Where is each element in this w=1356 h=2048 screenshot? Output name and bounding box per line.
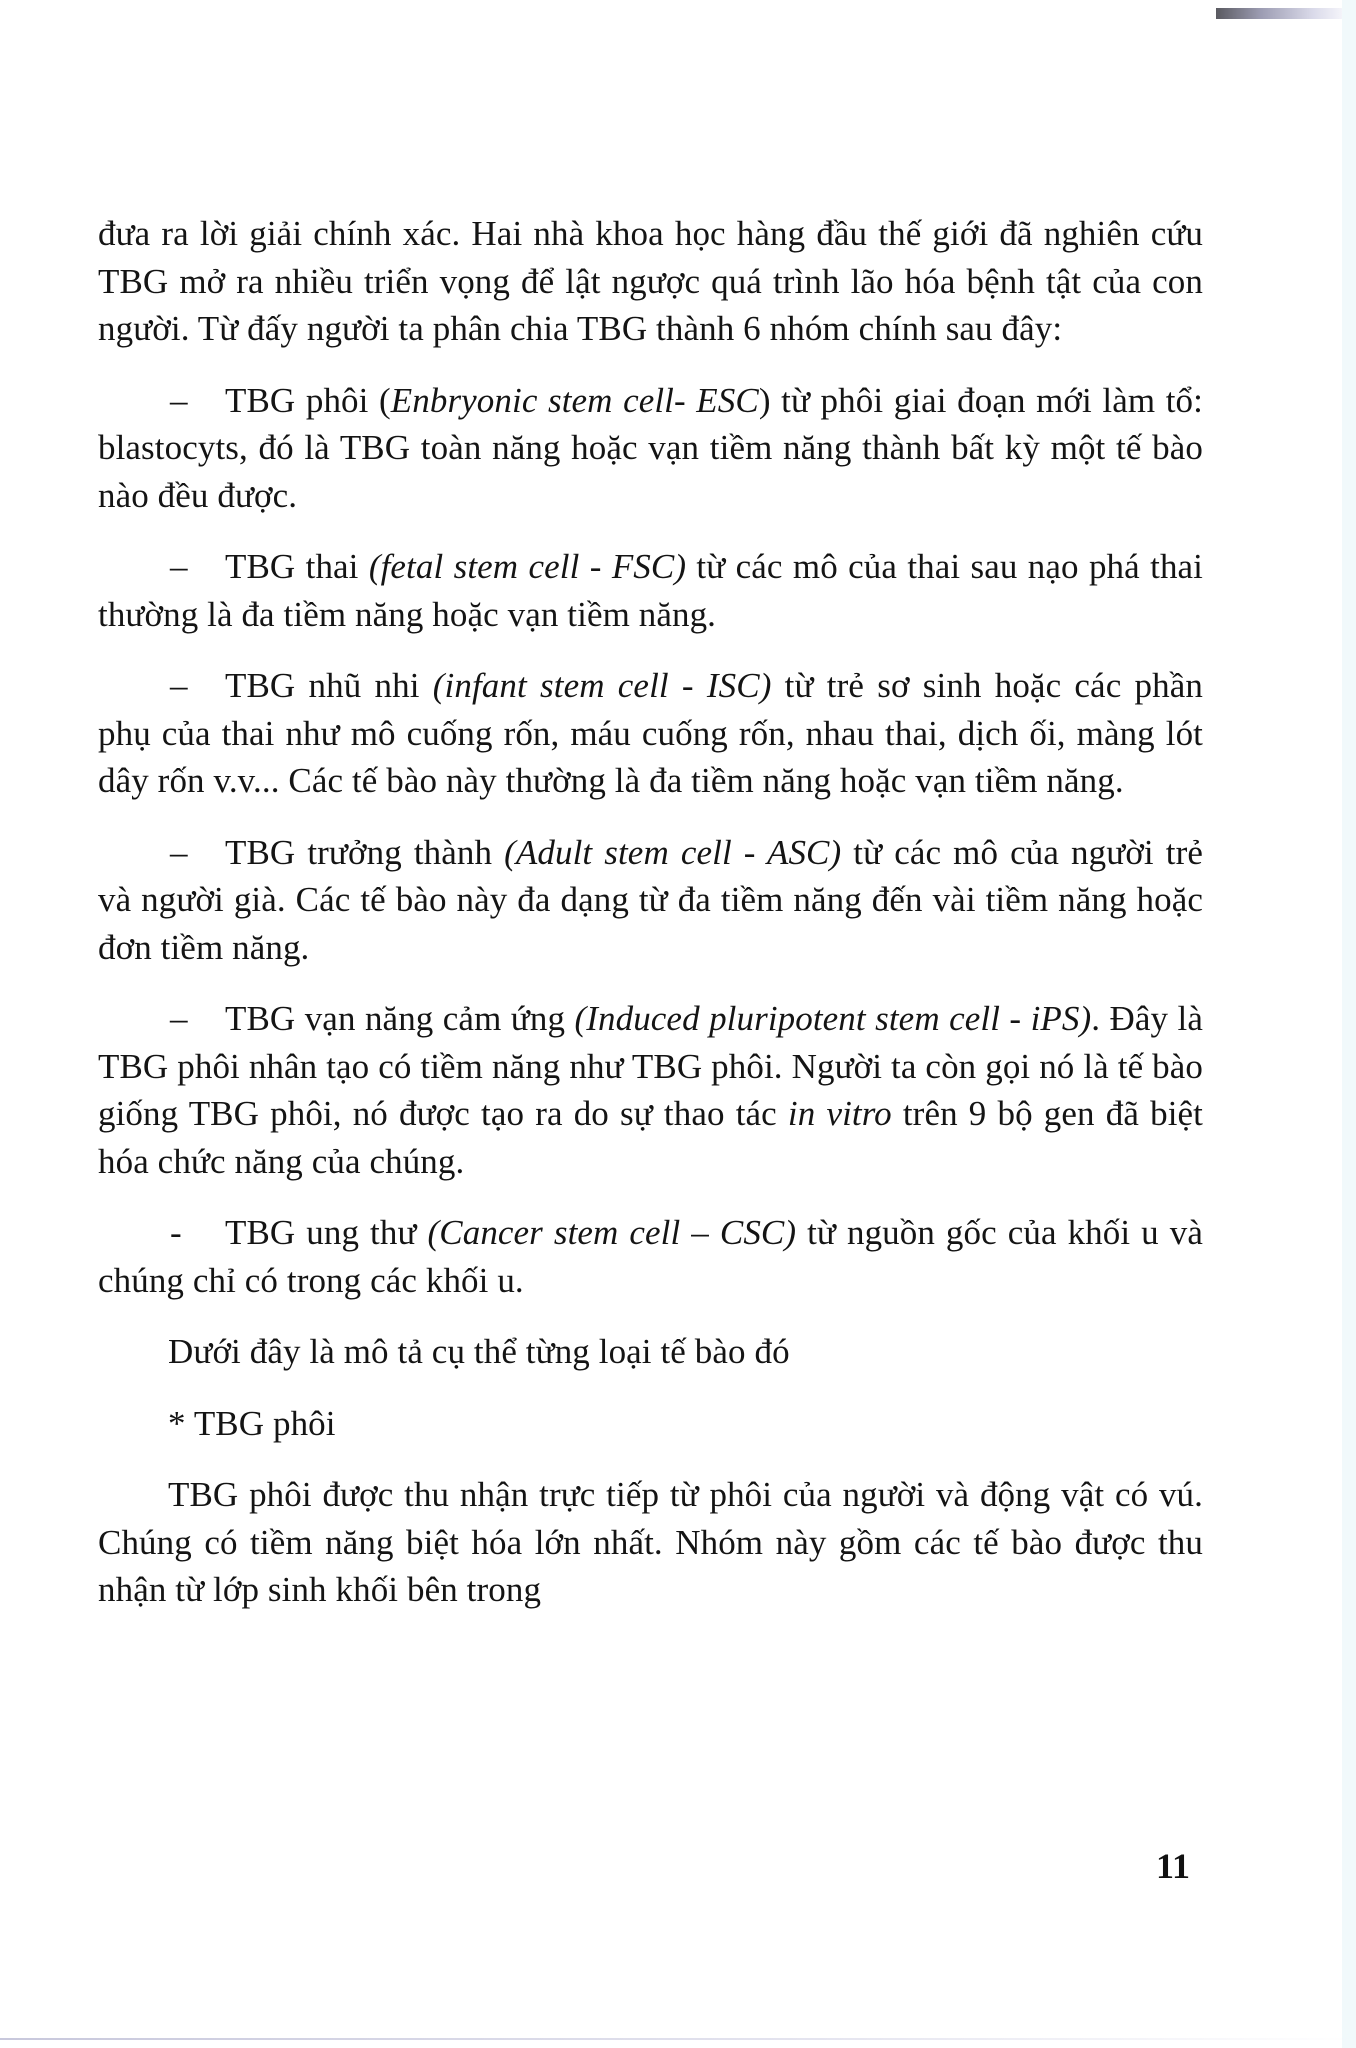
bullet-lead: TBG ung thư bbox=[225, 1213, 428, 1252]
bullet-isc bbox=[98, 662, 1203, 805]
section-heading: * TBG phôi bbox=[168, 1403, 336, 1443]
bullet-term: (fetal stem cell - FSC) bbox=[368, 547, 687, 586]
bullet-fsc bbox=[98, 543, 1203, 638]
bullet-lead: TBG trưởng thành bbox=[225, 832, 505, 872]
page-edge-right bbox=[1342, 0, 1356, 2048]
bullet-tail: từ các mô của người trẻ và người già. Các tế bào này đa dạng từ đa tiềm năng đến vài tiềm năng hoặc đơn tiềm năng. bbox=[98, 832, 1204, 967]
bullet-lead: TBG phôi ( bbox=[225, 380, 391, 420]
dash-marker: - bbox=[170, 1213, 182, 1252]
page-number: 11 bbox=[1156, 1846, 1191, 1886]
bullet-lead: TBG nhũ nhi bbox=[225, 666, 433, 705]
bullet-term: (infant stem cell - ISC) bbox=[432, 666, 772, 705]
bullet-tail: ) từ phôi giai đoạn mới làm tổ: blastocyts, đó là TBG toàn năng hoặc vạn tiềm năng thành bất kỳ một tế bào nào đều được. bbox=[98, 380, 1203, 515]
dash-marker: – bbox=[170, 999, 188, 1038]
bullet-term: (Cancer stem cell – CSC) bbox=[427, 1213, 797, 1252]
bullet-asc bbox=[98, 829, 1203, 972]
bullet-tail: từ trẻ sơ sinh hoặc các phần phụ của thai như mô cuống rốn, máu cuống rốn, nhau thai, dịch ối, màng lót dây rốn v.v... Các tế bào này thường là đa tiềm năng hoặc vạn tiềm năng. bbox=[98, 666, 1203, 800]
scan-artifact-top bbox=[1216, 8, 1346, 19]
bullet-tail: từ nguồn gốc của khối u và chúng chỉ có trong các khối u. bbox=[98, 1213, 1203, 1300]
bullet-term: (Induced pluripotent stem cell - iPS) bbox=[574, 999, 1092, 1038]
bullet-ips bbox=[98, 995, 1203, 1185]
closing-paragraph: TBG phôi được thu nhận trực tiếp từ phôi của người và động vật có vú. Chúng có tiềm năng biệt hóa lớn nhất. Nhóm này gồm các tế bào được thu nhận từ lớp sinh khối bên trong bbox=[98, 1475, 1203, 1609]
bullet-lead: TBG vạn năng cảm ứng bbox=[225, 999, 575, 1038]
bullet-tail: từ các mô của thai sau nạo phá thai thường là đa tiềm năng hoặc vạn tiềm năng. bbox=[98, 547, 1203, 634]
dash-marker: – bbox=[170, 832, 188, 872]
page-edge-bottom bbox=[0, 2038, 1356, 2040]
dash-marker: – bbox=[170, 666, 188, 705]
bullet-term: Enbryonic stem cell- ESC bbox=[390, 380, 759, 420]
bullet-tail: . Đây là TBG phôi nhân tạo có tiềm năng như TBG phôi. Người ta còn gọi nó là tế bào giống TBG phôi, nó được tạo ra do sự thao tác bbox=[98, 999, 1204, 1133]
bullet-esc bbox=[98, 377, 1203, 520]
bullet-lead: TBG thai bbox=[225, 547, 369, 586]
bullet-term-in-vitro: in vitro bbox=[787, 1094, 892, 1133]
bullet-csc bbox=[98, 1209, 1203, 1304]
bullet-tail: trên 9 bộ gen đã biệt hóa chức năng của chúng. bbox=[98, 1094, 1203, 1181]
bullet-term: (Adult stem cell - ASC) bbox=[504, 832, 842, 872]
dash-marker: – bbox=[170, 380, 188, 420]
summary-line: Dưới đây là mô tả cụ thể từng loại tế bào đó bbox=[168, 1332, 790, 1371]
intro-paragraph: đưa ra lời giải chính xác. Hai nhà khoa học hàng đầu thế giới đã nghiên cứu TBG mở ra nhiều triển vọng để lật ngược quá trình lão hóa bệnh tật của con người. Từ đấy người ta phân chia TBG thành 6 nhóm chính sau đây: bbox=[98, 214, 1203, 348]
dash-marker: – bbox=[170, 547, 188, 586]
body-text bbox=[98, 210, 1203, 1638]
